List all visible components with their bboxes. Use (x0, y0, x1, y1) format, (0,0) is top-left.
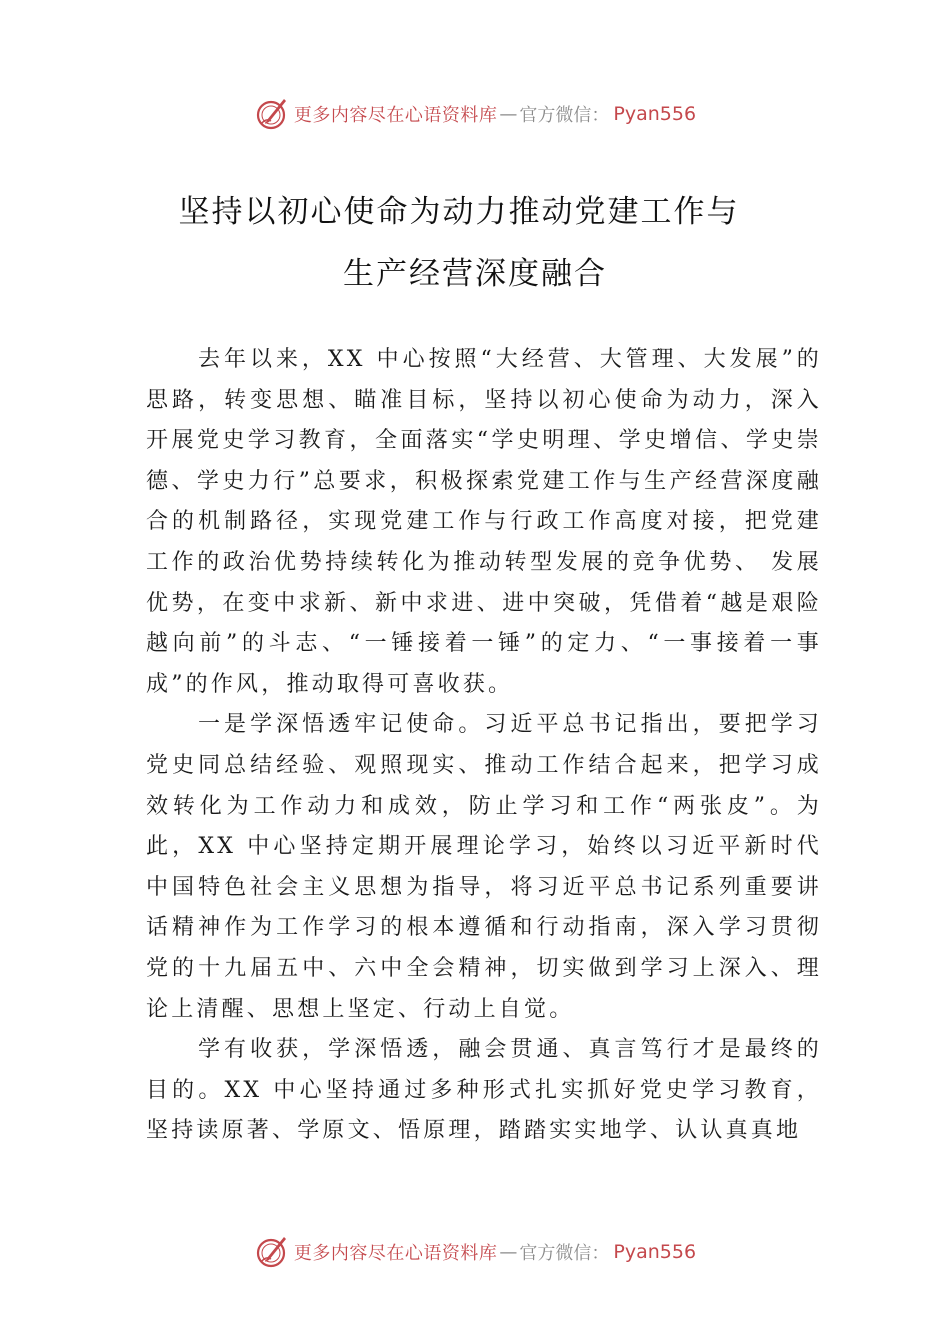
footer-banner (0, 1232, 950, 1272)
document-body (146, 340, 822, 1152)
banner-contact-label: 官方微信： (519, 105, 610, 126)
pen-logo-icon (254, 1234, 290, 1270)
footer-contact-label: 官方微信： (519, 1243, 610, 1264)
body-paragraph-1: 去年以来，XX 中心按照“大经营、大管理、大发展”的思路，转变思想、瞄准目标，坚持以初心使命为动力，深入开展党史学习教育，全面落实“学史明理、学史增信、学史崇德、学史力行”总要求，积极探索党建工作与生产经营深度融合的机制路径，实现党建工作与行政工作高度对接，把党建工作的政治优势持续转化为推动转型发展的竞争优势、 发展优势，在变中求新、新中求进、进中突破，凭借着“越是艰险越向前”的斗志、“一锤接着一锤”的定力、“一事接着一事成”的作风，推动取得可喜收获。 (146, 347, 822, 697)
document-title-line1: 坚持以初心使命为动力推动党建工作与 (178, 194, 740, 230)
footer-slogan: 更多内容尽在心语资料库 (293, 1243, 498, 1264)
banner-slogan: 更多内容尽在心语资料库 (293, 105, 498, 126)
body-paragraph-2: 一是学深悟透牢记使命。习近平总书记指出，要把学习党史同总结经验、观照现实、推动工作结合起来，把学习成效转化为工作动力和成效，防止学习和工作“两张皮”。为此，XX 中心坚持定期开展理论学习，始终以习近平新时代中国特色社会主义思想为指导，将习近平总书记系列重要讲话精神作为工作学习的根本遵循和行动指南，深入学习贯彻党的十九届五中、六中全会精神，切实做到学习上深入、理论上清醒、思想上坚定、行动上自觉。 (146, 712, 822, 1022)
footer-wechat-id: Pyan556 (613, 1241, 697, 1263)
body-paragraph-3: 学有收获，学深悟透，融会贯通、真言笃行才是最终的目的。XX 中心坚持通过多种形式扎实抓好党史学习教育，坚持读原著、学原文、悟原理，踏踏实实地学、认认真真地 (146, 1037, 822, 1144)
banner-dash: — (499, 103, 518, 125)
banner-wechat-id: Pyan556 (613, 103, 697, 125)
header-banner (0, 94, 950, 134)
pen-logo-icon (254, 96, 290, 132)
document-title-line2: 生产经营深度融合 (343, 256, 607, 292)
footer-dash: — (499, 1241, 518, 1263)
